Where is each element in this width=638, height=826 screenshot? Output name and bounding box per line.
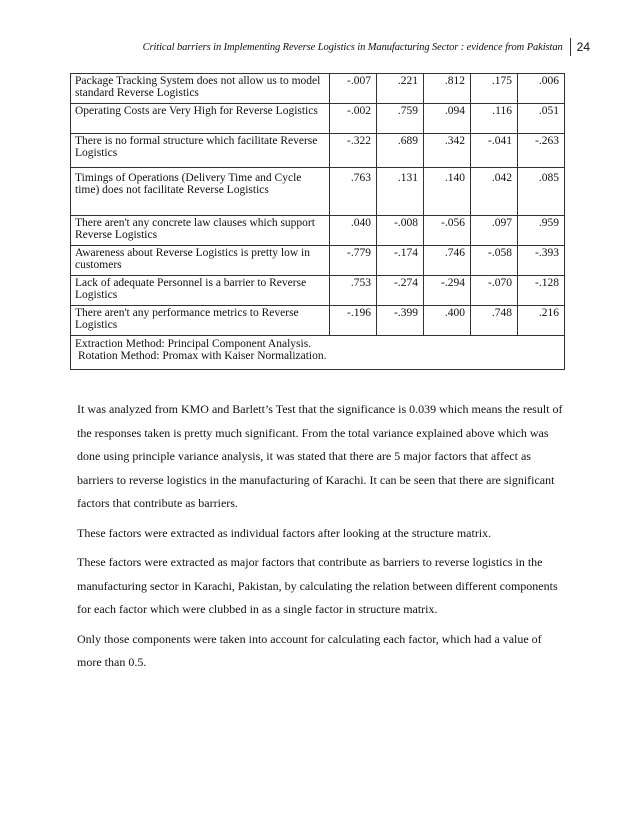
value-cell: .342 [424,134,471,168]
value-cell: -.058 [471,246,518,276]
paragraph: These factors were extracted as major factors that contribute as barriers to reverse logistics in the manufacturing sector in Karachi, Pakistan, by calculating the relation between different components for each factor which were clubbed in as a single factor in structure matrix. [77,555,558,616]
value-cell: -.779 [330,246,377,276]
value-cell: .221 [377,74,424,104]
value-cell: -.399 [377,306,424,336]
value-cell: .094 [424,104,471,134]
row-label: There aren't any performance metrics to Reverse Logistics [71,306,330,336]
value-cell: .400 [424,306,471,336]
value-cell: -.008 [377,216,424,246]
table-row [71,276,565,306]
value-cell: -.322 [330,134,377,168]
page-header [143,38,590,56]
value-cell: -.263 [518,134,565,168]
row-label: Operating Costs are Very High for Reverse Logistics [71,104,330,134]
value-cell: .085 [518,168,565,216]
paragraph: These factors were extracted as individual factors after looking at the structure matrix. [77,525,492,540]
body-text [77,398,567,681]
value-cell: -.274 [377,276,424,306]
table-note-row [71,336,565,370]
page-number: 24 [576,40,590,54]
rotation-method-note: Rotation Method: Promax with Kaiser Normalization. [78,350,327,362]
row-label: Lack of adequate Personnel is a barrier to Reverse Logistics [71,276,330,306]
value-cell: .746 [424,246,471,276]
extraction-method-note: Extraction Method: Principal Component Analysis. [75,338,312,350]
paragraph: It was analyzed from KMO and Barlett’s Test that the significance is 0.039 which means the result of the responses taken is pretty much significant. From the total variance explained above which was done using principle variance analysis, it was stated that there are 5 major factors that affect as barriers to reverse logistics in the manufacturing of Karachi. It can be seen that there are significant factors that contribute as barriers. [77,402,563,510]
table-note [71,336,565,370]
value-cell: -.174 [377,246,424,276]
value-cell: .042 [471,168,518,216]
table-row [71,134,565,168]
value-cell: .216 [518,306,565,336]
row-label: Package Tracking System does not allow us to model standard Reverse Logistics [71,74,330,104]
value-cell: -.041 [471,134,518,168]
value-cell: -.294 [424,276,471,306]
value-cell: .689 [377,134,424,168]
value-cell: -.196 [330,306,377,336]
table-row [71,74,565,104]
value-cell: -.002 [330,104,377,134]
row-label: Timings of Operations (Delivery Time and Cycle time) does not facilitate Reverse Logistics [71,168,330,216]
table-row [71,246,565,276]
value-cell: .116 [471,104,518,134]
row-label: Awareness about Reverse Logistics is pretty low in customers [71,246,330,276]
value-cell: .131 [377,168,424,216]
header-divider [570,38,571,56]
value-cell: .097 [471,216,518,246]
table-row [71,104,565,134]
table-row [71,168,565,216]
value-cell: .040 [330,216,377,246]
value-cell: .759 [377,104,424,134]
value-cell: .753 [330,276,377,306]
value-cell: .140 [424,168,471,216]
value-cell: -.393 [518,246,565,276]
value-cell: .763 [330,168,377,216]
row-label: There aren't any concrete law clauses which support Reverse Logistics [71,216,330,246]
row-label: There is no formal structure which facilitate Reverse Logistics [71,134,330,168]
value-cell: -.128 [518,276,565,306]
table-row [71,216,565,246]
structure-matrix-table [70,73,565,370]
value-cell: -.007 [330,74,377,104]
value-cell: .051 [518,104,565,134]
value-cell: .748 [471,306,518,336]
value-cell: .959 [518,216,565,246]
value-cell: .812 [424,74,471,104]
paragraph: Only those components were taken into account for calculating each factor, which had a value of more than 0.5. [77,631,542,669]
value-cell: .006 [518,74,565,104]
value-cell: .175 [471,74,518,104]
table-row [71,306,565,336]
value-cell: -.070 [471,276,518,306]
running-title: Critical barriers in Implementing Reverse Logistics in Manufacturing Sector : evidence from Pakistan [142,41,563,53]
value-cell: -.056 [424,216,471,246]
